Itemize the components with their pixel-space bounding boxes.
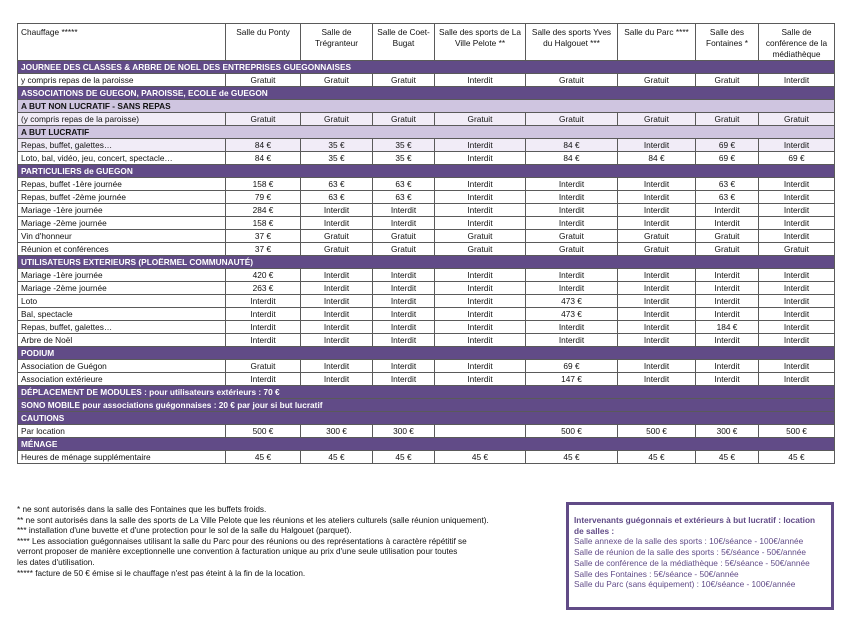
table-cell: Gratuit bbox=[373, 230, 435, 243]
table-cell: Interdit bbox=[526, 217, 618, 230]
table-cell: Gratuit bbox=[435, 243, 526, 256]
table-row bbox=[18, 230, 835, 243]
table-cell: 500 € bbox=[526, 425, 618, 438]
table-cell: Interdit bbox=[226, 373, 301, 386]
table-cell: Gratuit bbox=[618, 230, 696, 243]
table-cell: 37 € bbox=[226, 230, 301, 243]
table-cell: 45 € bbox=[301, 451, 373, 464]
table-row bbox=[18, 334, 835, 347]
table-cell: 69 € bbox=[696, 152, 759, 165]
table-cell: 158 € bbox=[226, 217, 301, 230]
table-cell: 184 € bbox=[696, 321, 759, 334]
table-cell: Interdit bbox=[759, 191, 835, 204]
section-row bbox=[18, 438, 835, 451]
row-label: Arbre de Noël bbox=[18, 334, 226, 347]
table-cell: Gratuit bbox=[526, 74, 618, 87]
table-cell: 84 € bbox=[526, 152, 618, 165]
table-cell: Interdit bbox=[435, 334, 526, 347]
section-row bbox=[18, 412, 835, 425]
table-cell: 63 € bbox=[373, 191, 435, 204]
table-cell: 63 € bbox=[301, 178, 373, 191]
table-cell: Interdit bbox=[226, 308, 301, 321]
section-row bbox=[18, 399, 835, 412]
table-cell: Gratuit bbox=[696, 230, 759, 243]
table-cell: Gratuit bbox=[301, 74, 373, 87]
table-cell: 500 € bbox=[226, 425, 301, 438]
table-cell: Interdit bbox=[618, 360, 696, 373]
section-title: PARTICULIERS de GUEGON bbox=[18, 165, 835, 178]
table-cell: Gratuit bbox=[759, 113, 835, 126]
table-cell: Interdit bbox=[759, 217, 835, 230]
header-tregranteur: Salle de Trégranteur bbox=[301, 24, 373, 61]
table-cell: 45 € bbox=[373, 451, 435, 464]
header-parc: Salle du Parc **** bbox=[618, 24, 696, 61]
table-cell: 263 € bbox=[226, 282, 301, 295]
header-heating: Chauffage ***** bbox=[18, 24, 226, 61]
table-cell: Interdit bbox=[373, 282, 435, 295]
table-cell: Interdit bbox=[759, 178, 835, 191]
row-label: Réunion et conférences bbox=[18, 243, 226, 256]
table-row bbox=[18, 217, 835, 230]
section-row bbox=[18, 165, 835, 178]
table-cell: Interdit bbox=[696, 295, 759, 308]
table-row bbox=[18, 282, 835, 295]
table-cell: Interdit bbox=[618, 373, 696, 386]
table-cell: Interdit bbox=[618, 334, 696, 347]
table-cell: Interdit bbox=[618, 217, 696, 230]
table-cell: 35 € bbox=[301, 139, 373, 152]
footnote: les dates d'utilisation. bbox=[17, 557, 95, 567]
table-cell: 300 € bbox=[301, 425, 373, 438]
table-cell: Gratuit bbox=[618, 74, 696, 87]
table-cell: Gratuit bbox=[435, 230, 526, 243]
table-cell: Interdit bbox=[759, 373, 835, 386]
table-cell: Interdit bbox=[373, 269, 435, 282]
table-cell: 84 € bbox=[226, 139, 301, 152]
table-cell: Gratuit bbox=[301, 243, 373, 256]
header-ponty: Salle du Ponty bbox=[226, 24, 301, 61]
table-cell: 35 € bbox=[373, 152, 435, 165]
table-cell: 37 € bbox=[226, 243, 301, 256]
table-cell: Interdit bbox=[301, 269, 373, 282]
table-cell: Interdit bbox=[618, 204, 696, 217]
table-cell: Interdit bbox=[435, 282, 526, 295]
row-label: Association extérieure bbox=[18, 373, 226, 386]
table-cell: Gratuit bbox=[696, 74, 759, 87]
row-label: (y compris repas de la paroisse) bbox=[18, 113, 226, 126]
table-cell: Interdit bbox=[759, 230, 835, 243]
table-row bbox=[18, 373, 835, 386]
table-row bbox=[18, 113, 835, 126]
table-cell: Interdit bbox=[435, 74, 526, 87]
row-label: Loto, bal, vidéo, jeu, concert, spectacle… bbox=[18, 152, 226, 165]
section-title: ASSOCIATIONS DE GUEGON, PAROISSE, ECOLE de GUEGON bbox=[18, 87, 835, 100]
table-cell: 45 € bbox=[226, 451, 301, 464]
section-title: SONO MOBILE pour associations guégonnaises : 20 € par jour si but lucratif bbox=[18, 399, 835, 412]
tariff-body bbox=[18, 61, 835, 464]
table-cell: 284 € bbox=[226, 204, 301, 217]
table-cell: Interdit bbox=[373, 204, 435, 217]
row-label: Mariage -1ère journée bbox=[18, 204, 226, 217]
table-cell: 45 € bbox=[759, 451, 835, 464]
table-cell: Gratuit bbox=[226, 360, 301, 373]
table-cell: 84 € bbox=[226, 152, 301, 165]
table-cell: Interdit bbox=[435, 152, 526, 165]
table-cell: Interdit bbox=[435, 321, 526, 334]
infobox-title: Intervenants guégonnais et extérieurs à but lucratif : location de salles : bbox=[574, 515, 816, 536]
table-cell: Interdit bbox=[373, 295, 435, 308]
table-cell: Interdit bbox=[526, 334, 618, 347]
table-cell: Interdit bbox=[435, 139, 526, 152]
table-cell: 473 € bbox=[526, 295, 618, 308]
table-cell: Interdit bbox=[226, 295, 301, 308]
row-label: Heures de ménage supplémentaire bbox=[18, 451, 226, 464]
table-cell: Interdit bbox=[435, 295, 526, 308]
table-cell: Interdit bbox=[373, 373, 435, 386]
table-cell: Interdit bbox=[373, 334, 435, 347]
row-label: y compris repas de la paroisse bbox=[18, 74, 226, 87]
table-cell: Gratuit bbox=[301, 113, 373, 126]
section-title: MÉNAGE bbox=[18, 438, 835, 451]
table-cell: Interdit bbox=[301, 373, 373, 386]
header-mediatheque: Salle de conférence de la médiathèque bbox=[759, 24, 835, 61]
table-cell: Interdit bbox=[618, 308, 696, 321]
section-row bbox=[18, 347, 835, 360]
table-cell: Interdit bbox=[301, 204, 373, 217]
section-title: PODIUM bbox=[18, 347, 835, 360]
infobox-line: Salle de réunion de la salle des sports : 5€/séance - 50€/année bbox=[574, 547, 807, 558]
table-cell: Interdit bbox=[759, 334, 835, 347]
table-cell: 473 € bbox=[526, 308, 618, 321]
infobox-line: Salle de conférence de la médiathèque : 5€/séance - 50€/année bbox=[574, 557, 810, 568]
table-cell: Interdit bbox=[759, 282, 835, 295]
table-row bbox=[18, 74, 835, 87]
table-cell: 84 € bbox=[526, 139, 618, 152]
table-cell: 300 € bbox=[696, 425, 759, 438]
table-cell: Interdit bbox=[759, 74, 835, 87]
table-row bbox=[18, 451, 835, 464]
table-cell: Gratuit bbox=[301, 230, 373, 243]
table-cell: Interdit bbox=[696, 269, 759, 282]
row-label: Repas, buffet, galettes… bbox=[18, 139, 226, 152]
table-cell: Interdit bbox=[526, 269, 618, 282]
table-row bbox=[18, 295, 835, 308]
table-cell: Interdit bbox=[759, 269, 835, 282]
table-cell: Interdit bbox=[696, 373, 759, 386]
table-cell: Gratuit bbox=[526, 230, 618, 243]
table-row bbox=[18, 269, 835, 282]
table-row bbox=[18, 308, 835, 321]
section-row bbox=[18, 256, 835, 269]
footnotes bbox=[17, 505, 557, 579]
row-label: Mariage -2ème journée bbox=[18, 217, 226, 230]
table-cell: Gratuit bbox=[696, 243, 759, 256]
table-cell: Interdit bbox=[618, 178, 696, 191]
section-row bbox=[18, 87, 835, 100]
table-cell: Interdit bbox=[526, 191, 618, 204]
header-fontaines: Salle des Fontaines * bbox=[696, 24, 759, 61]
row-label: Bal, spectacle bbox=[18, 308, 226, 321]
table-cell: Interdit bbox=[526, 282, 618, 295]
table-cell: Interdit bbox=[435, 217, 526, 230]
table-cell: Interdit bbox=[618, 139, 696, 152]
table-cell: Interdit bbox=[435, 191, 526, 204]
table-cell: Interdit bbox=[373, 308, 435, 321]
row-label: Repas, buffet, galettes… bbox=[18, 321, 226, 334]
table-cell: Interdit bbox=[696, 282, 759, 295]
table-cell: Interdit bbox=[759, 204, 835, 217]
row-label: Loto bbox=[18, 295, 226, 308]
table-cell: Interdit bbox=[301, 334, 373, 347]
section-title: JOURNEE DES CLASSES & ARBRE DE NOEL DES ENTREPRISES GUEGONNAISES bbox=[18, 61, 835, 74]
header-halgouet: Salle des sports Yves du Halgouet *** bbox=[526, 24, 618, 61]
table-cell bbox=[435, 425, 526, 438]
table-cell: Interdit bbox=[696, 334, 759, 347]
footnote: *** installation d'une buvette et d'une protection pour le sol de la salle du Halgouet (parquet). bbox=[17, 526, 352, 536]
footnote: ***** facture de 50 € émise si le chauffage n'est pas éteint à la fin de la location. bbox=[17, 568, 306, 578]
row-label: Repas, buffet -2ème journée bbox=[18, 191, 226, 204]
table-cell: 45 € bbox=[435, 451, 526, 464]
section-row bbox=[18, 386, 835, 399]
section-row bbox=[18, 61, 835, 74]
table-cell: Interdit bbox=[301, 295, 373, 308]
table-cell: Interdit bbox=[618, 282, 696, 295]
table-cell: 35 € bbox=[301, 152, 373, 165]
table-cell: Interdit bbox=[435, 373, 526, 386]
header-ville-pelote: Salle des sports de La Ville Pelote ** bbox=[435, 24, 526, 61]
table-row bbox=[18, 425, 835, 438]
table-cell: Interdit bbox=[435, 204, 526, 217]
row-label: Par location bbox=[18, 425, 226, 438]
table-cell: Interdit bbox=[526, 321, 618, 334]
table-cell: Gratuit bbox=[618, 113, 696, 126]
table-cell: Interdit bbox=[373, 321, 435, 334]
tariff-table bbox=[17, 23, 835, 464]
row-label: Mariage -2ème journée bbox=[18, 282, 226, 295]
table-row bbox=[18, 321, 835, 334]
table-cell: 420 € bbox=[226, 269, 301, 282]
table-row bbox=[18, 152, 835, 165]
table-cell: Interdit bbox=[301, 321, 373, 334]
table-cell: Interdit bbox=[301, 217, 373, 230]
table-cell: Interdit bbox=[373, 217, 435, 230]
table-cell: Interdit bbox=[301, 282, 373, 295]
table-cell: Interdit bbox=[226, 321, 301, 334]
table-cell: 35 € bbox=[373, 139, 435, 152]
table-cell: Interdit bbox=[696, 204, 759, 217]
table-cell: 63 € bbox=[696, 178, 759, 191]
table-cell: Interdit bbox=[526, 204, 618, 217]
footnote: **** Les association guégonnaises utilisant la salle du Parc pour des réunions ou des représentations à caractère répétitif se bbox=[17, 536, 467, 546]
subsection-title: A BUT NON LUCRATIF - SANS REPAS bbox=[18, 100, 835, 113]
table-cell: 300 € bbox=[373, 425, 435, 438]
table-cell: Interdit bbox=[618, 191, 696, 204]
row-label: Association de Guégon bbox=[18, 360, 226, 373]
table-cell: Gratuit bbox=[526, 243, 618, 256]
section-title: UTILISATEURS EXTERIEURS (PLOËRMEL COMMUNAUTÉ) bbox=[18, 256, 835, 269]
table-cell: Interdit bbox=[618, 321, 696, 334]
row-label: Mariage -1ère journée bbox=[18, 269, 226, 282]
table-cell: Interdit bbox=[435, 308, 526, 321]
table-cell: Gratuit bbox=[435, 113, 526, 126]
table-cell: Gratuit bbox=[696, 113, 759, 126]
table-cell: Interdit bbox=[618, 269, 696, 282]
table-cell: Interdit bbox=[759, 295, 835, 308]
footnote: * ne sont autorisés dans la salle des Fontaines que les buffets froids. bbox=[17, 505, 267, 514]
table-cell: 79 € bbox=[226, 191, 301, 204]
table-cell: 45 € bbox=[526, 451, 618, 464]
table-cell: 500 € bbox=[759, 425, 835, 438]
table-cell: Gratuit bbox=[373, 74, 435, 87]
table-cell: 45 € bbox=[696, 451, 759, 464]
table-row bbox=[18, 191, 835, 204]
infobox-line: Salle annexe de la salle des sports : 10€/séance - 100€/année bbox=[574, 536, 804, 547]
table-cell: Gratuit bbox=[526, 113, 618, 126]
table-cell: Interdit bbox=[759, 139, 835, 152]
table-cell: 84 € bbox=[618, 152, 696, 165]
table-row bbox=[18, 243, 835, 256]
table-cell: Gratuit bbox=[759, 243, 835, 256]
subsection-row bbox=[18, 100, 835, 113]
row-label: Repas, buffet -1ère journée bbox=[18, 178, 226, 191]
table-cell: 147 € bbox=[526, 373, 618, 386]
table-cell: Interdit bbox=[618, 295, 696, 308]
table-cell: Gratuit bbox=[618, 243, 696, 256]
table-cell: 63 € bbox=[373, 178, 435, 191]
table-cell: 63 € bbox=[696, 191, 759, 204]
table-header-row bbox=[18, 24, 835, 61]
table-cell: 45 € bbox=[618, 451, 696, 464]
table-cell: 500 € bbox=[618, 425, 696, 438]
infobox-line: Salle du Parc (sans équipement) : 10€/séance - 100€/année bbox=[574, 579, 796, 590]
table-cell: Interdit bbox=[301, 360, 373, 373]
infobox-line: Salle des Fontaines : 5€/séance - 50€/année bbox=[574, 568, 739, 579]
row-label: Vin d'honneur bbox=[18, 230, 226, 243]
rates-infobox bbox=[566, 502, 834, 610]
section-title: DÉPLACEMENT DE MODULES : pour utilisateurs extérieurs : 70 € bbox=[18, 386, 835, 399]
header-coet-bugat: Salle de Coet-Bugat bbox=[373, 24, 435, 61]
subsection-row bbox=[18, 126, 835, 139]
table-cell: Interdit bbox=[759, 321, 835, 334]
table-cell: Interdit bbox=[435, 360, 526, 373]
table-cell: Interdit bbox=[696, 217, 759, 230]
subsection-title: A BUT LUCRATIF bbox=[18, 126, 835, 139]
table-cell: Gratuit bbox=[373, 113, 435, 126]
table-cell: 63 € bbox=[301, 191, 373, 204]
table-cell: Interdit bbox=[435, 178, 526, 191]
table-cell: 158 € bbox=[226, 178, 301, 191]
table-cell: Interdit bbox=[435, 269, 526, 282]
table-cell: Interdit bbox=[373, 360, 435, 373]
table-cell: 69 € bbox=[526, 360, 618, 373]
table-row bbox=[18, 360, 835, 373]
table-cell: Gratuit bbox=[226, 74, 301, 87]
table-cell: Interdit bbox=[696, 360, 759, 373]
table-cell: Interdit bbox=[696, 308, 759, 321]
table-cell: Interdit bbox=[301, 308, 373, 321]
table-cell: Gratuit bbox=[373, 243, 435, 256]
footnote: ** ne sont autorisés dans la salle des sports de La Ville Pelote que les réunions et les ateliers culturels (salle réunion uniquement). bbox=[17, 515, 489, 525]
table-cell: Interdit bbox=[226, 334, 301, 347]
table-cell: 69 € bbox=[696, 139, 759, 152]
table-cell: 69 € bbox=[759, 152, 835, 165]
footnote: verront proposer de manière exceptionnelle une convention à facturation unique au prix d'une seule utilisation pour toutes bbox=[17, 547, 458, 557]
table-cell: Interdit bbox=[759, 308, 835, 321]
table-cell: Gratuit bbox=[226, 113, 301, 126]
table-cell: Interdit bbox=[759, 360, 835, 373]
table-row bbox=[18, 204, 835, 217]
table-cell: Interdit bbox=[526, 178, 618, 191]
table-row bbox=[18, 139, 835, 152]
section-title: CAUTIONS bbox=[18, 412, 835, 425]
table-row bbox=[18, 178, 835, 191]
